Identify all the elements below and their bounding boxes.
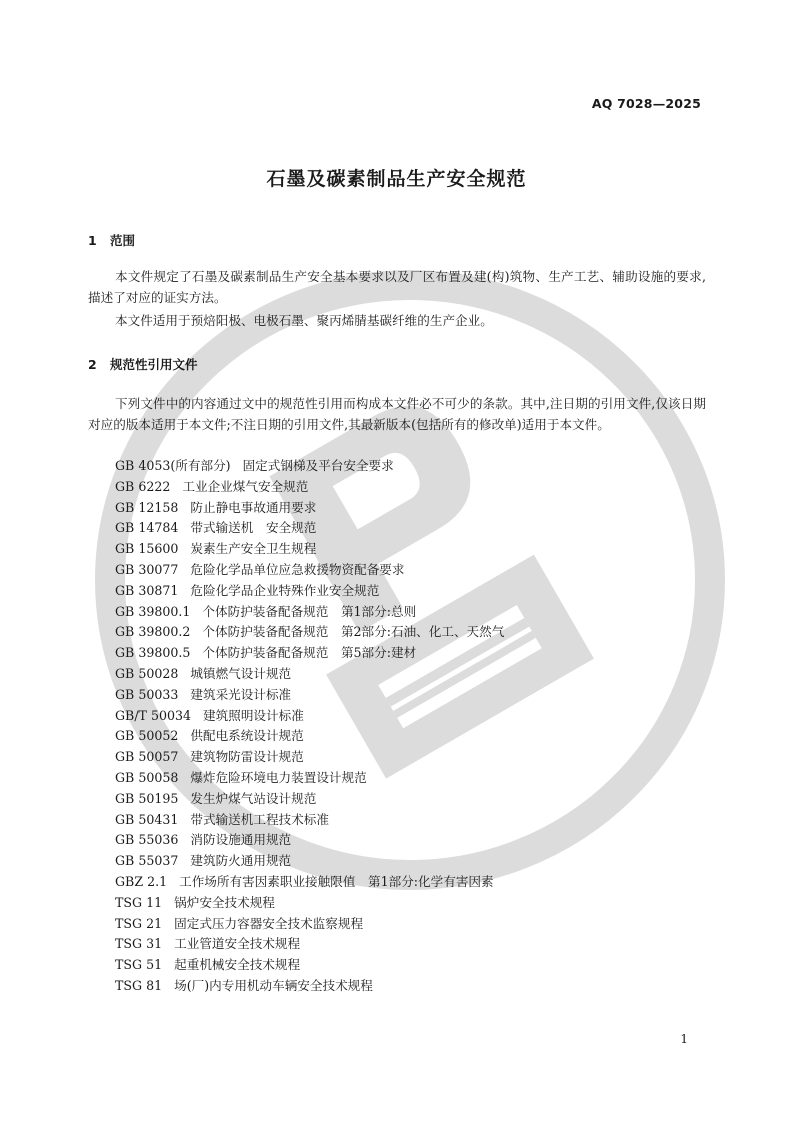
reference-code: GB 30871 <box>115 582 179 598</box>
reference-title: 建筑物防雷设计规范 <box>190 749 304 765</box>
reference-title: 起重机械安全技术规程 <box>174 957 301 973</box>
reference-code: GB 14784 <box>115 520 179 536</box>
reference-title: 建筑照明设计标准 <box>203 707 304 723</box>
paragraph: 本文件规定了石墨及碳素制品生产安全基本要求以及厂区布置及建(构)筑物、生产工艺、辅助设施的要求,描述了对应的证实方法。 <box>88 269 706 305</box>
reference-code: GB 50058 <box>115 769 179 785</box>
reference-title: 建筑采光设计标准 <box>190 686 292 702</box>
section-heading-scope <box>88 231 135 249</box>
reference-code: TSG 21 <box>115 915 163 931</box>
list-item <box>115 768 715 789</box>
document-title: 石墨及碳素制品生产安全规范 <box>266 168 527 190</box>
page-number: 1 <box>680 1032 688 1046</box>
section-number: 2 <box>88 357 97 372</box>
reference-code: GB 39800.5 <box>115 645 191 661</box>
standard-code: AQ 7028—2025 <box>591 96 701 111</box>
reference-title: 消防设施通用规范 <box>190 832 292 848</box>
list-item <box>115 976 715 997</box>
list-item <box>115 456 715 477</box>
list-item <box>115 643 715 664</box>
reference-code: GB/T 50034 <box>115 707 192 723</box>
list-item <box>115 602 715 623</box>
section-heading-normative-references <box>88 355 198 373</box>
list-item <box>115 477 715 498</box>
reference-code: GB 15600 <box>115 541 179 557</box>
reference-code: GB 55037 <box>115 853 179 869</box>
list-item <box>115 893 715 914</box>
reference-code: GB 50057 <box>115 749 179 765</box>
reference-code: GB 50028 <box>115 665 179 681</box>
reference-code: GBZ 2.1 <box>115 873 168 889</box>
reference-title: 锅炉安全技术规程 <box>174 894 275 910</box>
reference-title: 带式输送机工程技术标准 <box>190 811 329 827</box>
list-item <box>115 914 715 935</box>
list-item <box>115 706 715 727</box>
reference-title: 工业企业煤气安全规范 <box>182 478 309 494</box>
reference-code: GB 12158 <box>115 499 179 515</box>
list-item <box>115 539 715 560</box>
reference-code: TSG 51 <box>115 957 163 973</box>
reference-title: 爆炸危险环境电力装置设计规范 <box>190 769 367 785</box>
list-item <box>115 747 715 768</box>
reference-title: 危险化学品企业特殊作业安全规范 <box>190 582 380 598</box>
list-item <box>115 560 715 581</box>
reference-code: GB 50052 <box>115 728 179 744</box>
reference-title: 工作场所有害因素职业接触限值 第1部分:化学有害因素 <box>179 873 494 889</box>
reference-code: GB 4053(所有部分) <box>115 458 231 473</box>
reference-code: GB 6222 <box>115 478 171 494</box>
reference-code: GB 39800.1 <box>115 603 191 619</box>
reference-title: 场(厂)内专用机动车辆安全技术规程 <box>174 977 373 993</box>
list-item <box>115 581 715 602</box>
list-item <box>115 518 715 539</box>
list-item <box>115 726 715 747</box>
reference-title: 个体防护装备配备规范 第5部分:建材 <box>202 645 417 661</box>
reference-list <box>115 456 715 997</box>
reference-title: 供配电系统设计规范 <box>190 728 304 744</box>
reference-title: 带式输送机 安全规范 <box>190 520 317 536</box>
list-item <box>115 830 715 851</box>
section-title: 规范性引用文件 <box>110 357 198 372</box>
list-item <box>115 664 715 685</box>
reference-code: TSG 81 <box>115 977 163 993</box>
reference-title: 发生炉煤气站设计规范 <box>190 790 317 806</box>
reference-title: 个体防护装备配备规范 第2部分:石油、化工、天然气 <box>202 624 505 640</box>
reference-title: 个体防护装备配备规范 第1部分:总则 <box>202 603 417 619</box>
list-item <box>115 810 715 831</box>
section-title: 范围 <box>110 233 136 248</box>
reference-code: GB 50195 <box>115 790 179 806</box>
section-number: 1 <box>88 233 97 248</box>
list-item <box>115 851 715 872</box>
paragraph: 下列文件中的内容通过文中的规范性引用而构成本文件必不可少的条款。其中,注日期的引用文件,仅该日期对应的版本适用于本文件;不注日期的引用文件,其最新版本(包括所有的修改单)适用于本文件。 <box>88 396 706 432</box>
reference-code: GB 50431 <box>115 811 179 827</box>
reference-title: 建筑防火通用规范 <box>190 853 292 869</box>
list-item <box>115 955 715 976</box>
reference-code: TSG 11 <box>115 894 163 910</box>
reference-title: 防止静电事故通用要求 <box>190 499 317 515</box>
reference-title: 炭素生产安全卫生规程 <box>190 541 317 557</box>
list-item <box>115 622 715 643</box>
reference-code: GB 30077 <box>115 561 179 577</box>
reference-code: GB 55036 <box>115 832 179 848</box>
list-item <box>115 789 715 810</box>
reference-title: 固定式钢梯及平台安全要求 <box>242 458 394 473</box>
reference-code: GB 39800.2 <box>115 624 191 640</box>
list-item <box>115 498 715 519</box>
reference-code: GB 50033 <box>115 686 179 702</box>
paragraph: 本文件适用于预焙阳极、电极石墨、聚丙烯腈基碳纤维的生产企业。 <box>115 313 493 328</box>
reference-title: 危险化学品单位应急救援物资配备要求 <box>190 561 405 577</box>
reference-title: 城镇燃气设计规范 <box>190 665 292 681</box>
reference-title: 工业管道安全技术规程 <box>174 936 301 952</box>
reference-code: TSG 31 <box>115 936 163 952</box>
list-item <box>115 872 715 893</box>
list-item <box>115 685 715 706</box>
reference-title: 固定式压力容器安全技术监察规程 <box>174 915 364 931</box>
list-item <box>115 934 715 955</box>
